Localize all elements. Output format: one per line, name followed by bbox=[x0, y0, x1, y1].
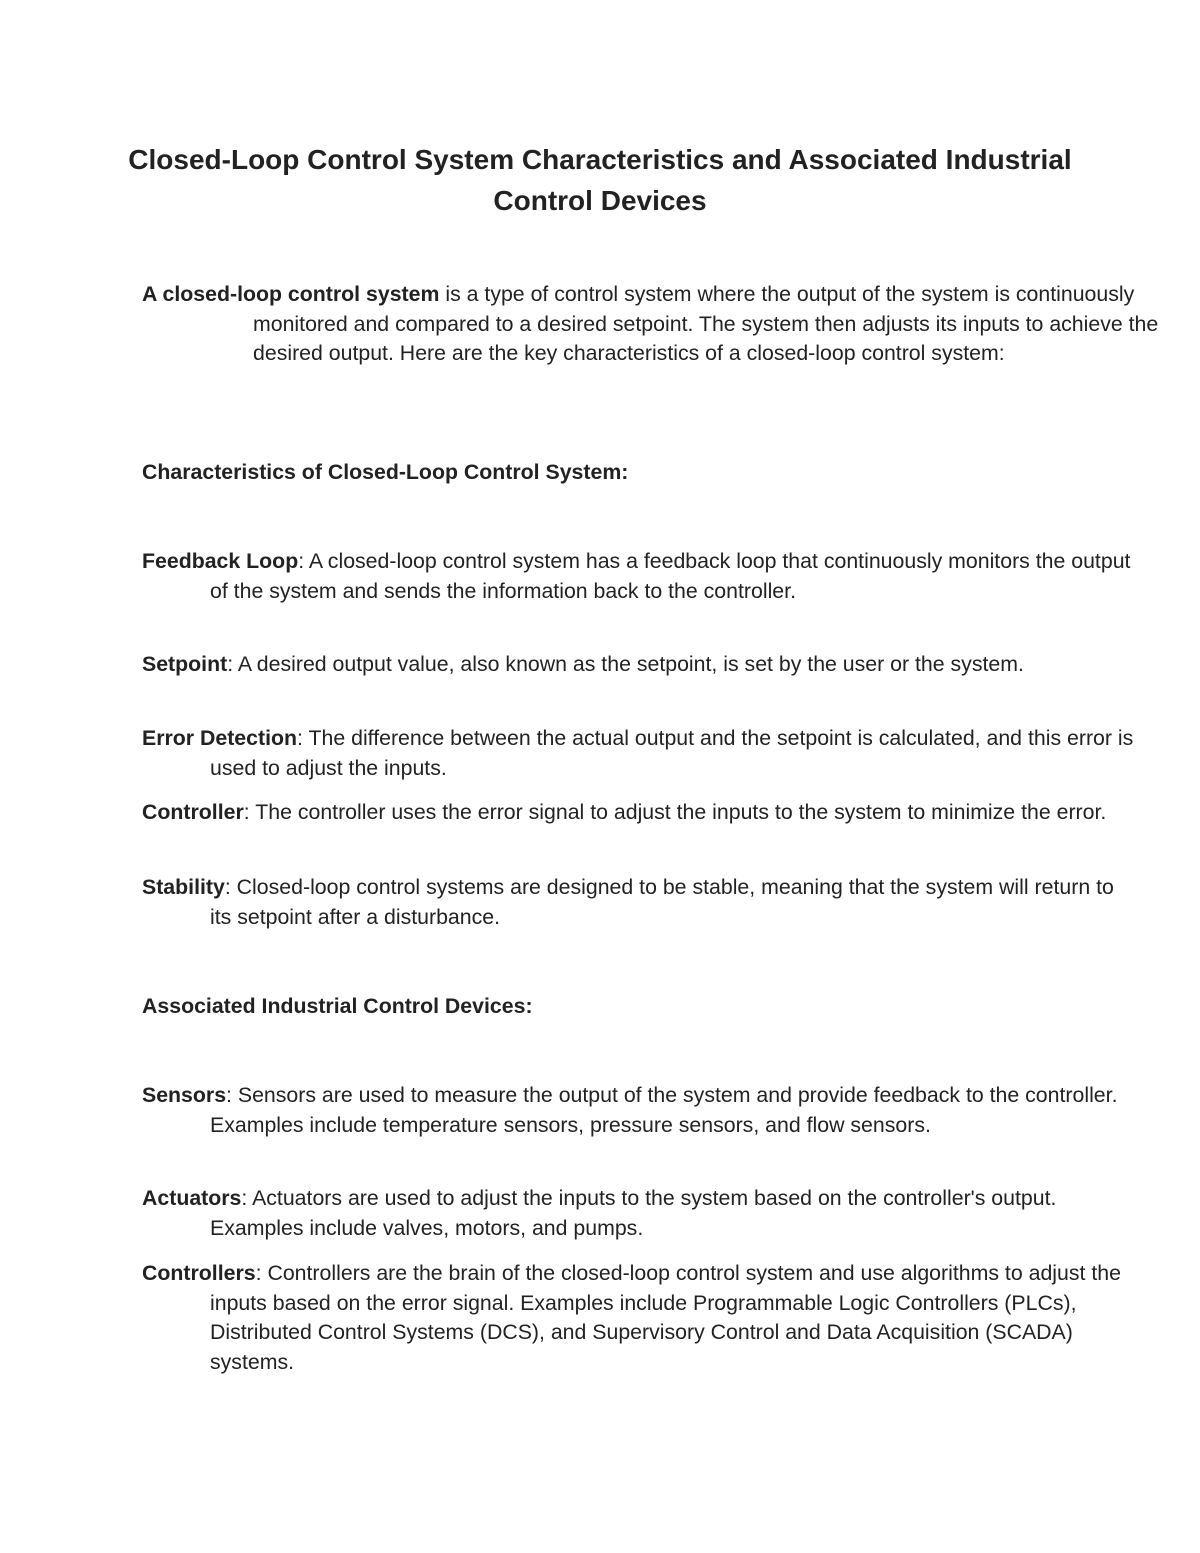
device-item-sensors bbox=[142, 1081, 1140, 1140]
item-term: Controller bbox=[142, 800, 244, 824]
item-text: : Sensors are used to measure the output of the system and provide feedback to the controller. Examples include temperature sensors, pressure sensors, and flow sensors. bbox=[210, 1083, 1118, 1137]
item-text: : Controllers are the brain of the closed-loop control system and use algorithms to adjust the inputs based on the error signal. Examples include Programmable Logic Controllers (PLCs), Distributed Control Systems (DCS), and Supervisory Control and Data Acquisition (SCADA) systems. bbox=[210, 1261, 1121, 1374]
item-text: : Actuators are used to adjust the inputs to the system based on the controller's output. Examples include valves, motors, and pumps. bbox=[210, 1186, 1057, 1240]
intro-paragraph bbox=[142, 280, 1193, 369]
item-term: Setpoint bbox=[142, 652, 228, 676]
devices-heading: Associated Industrial Control Devices: bbox=[142, 994, 533, 1018]
item-term: Error Detection bbox=[142, 726, 298, 750]
characteristic-item-stability bbox=[142, 873, 1140, 932]
document-title: Closed-Loop Control System Characteristics and Associated Industrial Control Devices bbox=[128, 144, 1072, 216]
item-term: Sensors bbox=[142, 1083, 227, 1107]
item-text: : Closed-loop control systems are designed to be stable, meaning that the system will return to its setpoint after a disturbance. bbox=[210, 875, 1114, 929]
item-text: : A closed-loop control system has a feedback loop that continuously monitors the output of the system and sends the information back to the controller. bbox=[210, 549, 1131, 603]
intro-term: A closed-loop control system bbox=[142, 282, 440, 306]
item-text: : A desired output value, also known as the setpoint, is set by the user or the system. bbox=[227, 652, 1024, 676]
characteristic-item-feedback-loop bbox=[142, 547, 1140, 606]
device-item-actuators bbox=[142, 1184, 1140, 1243]
item-term: Stability bbox=[142, 875, 225, 899]
characteristic-item-setpoint bbox=[142, 650, 1140, 680]
intro-text: is a type of control system where the output of the system is continuously monitored and compared to a desired setpoint. The system then adjusts its inputs to achieve the desired output. Here are the key characteristics of a closed-loop control system: bbox=[253, 282, 1159, 365]
item-text: : The controller uses the error signal to adjust the inputs to the system to minimize the error. bbox=[243, 800, 1107, 824]
characteristic-item-error-detection bbox=[142, 724, 1140, 783]
item-term: Actuators bbox=[142, 1186, 242, 1210]
item-term: Controllers bbox=[142, 1261, 256, 1285]
device-item-controllers bbox=[142, 1259, 1140, 1377]
item-text: : The difference between the actual output and the setpoint is calculated, and this error is used to adjust the inputs. bbox=[210, 726, 1134, 780]
item-term: Feedback Loop bbox=[142, 549, 299, 573]
characteristic-item-controller bbox=[142, 798, 1140, 828]
characteristics-heading: Characteristics of Closed-Loop Control System: bbox=[142, 460, 629, 484]
